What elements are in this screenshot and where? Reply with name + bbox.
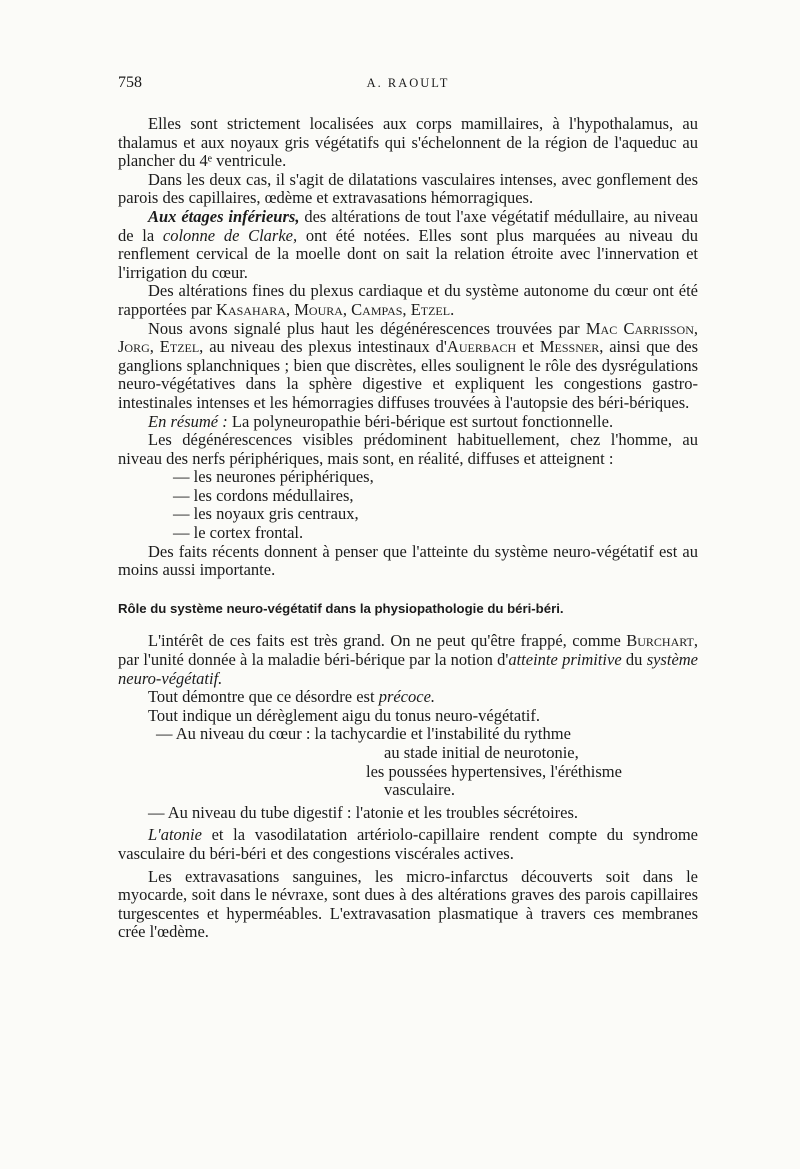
paragraph: Les extravasations sanguines, les micro-infarctus découverts soit dans le myocarde, soit dans le névraxe, sont dues à des altérations graves des parois capillaires turgescentes et hyperméables. L'extravasation plasmatique à travers ces membranes crée l'œdème.: [118, 866, 698, 942]
text-run: ainsi que des ganglions splanchniques ; bien que discrètes, elles soulignent le rôle des dysrégulations neuro-végétatives dans la sphère digestive et expliquent les congestions gastro-intestinales intenses et les hémorragies diffuses trouvées à l'autopsie des béri-bériques.: [118, 337, 698, 412]
list-item: — les cordons médullaires,: [173, 485, 354, 505]
paragraph: [118, 826, 698, 863]
text-run: du: [621, 650, 647, 670]
author-name: Burchart,: [626, 631, 698, 651]
author-name: Moura,: [294, 299, 348, 319]
author-name: Campas,: [351, 299, 407, 319]
author-name: Etzel,: [159, 337, 204, 357]
paragraph: Elles sont strictement localisées aux corps mamillaires, à l'hypothalamus, au thalamus et aux noyaux gris végétatifs qui s'échelonnent de la région de l'aqueduc au plancher du 4ᵉ ventricule.: [118, 114, 698, 171]
paragraph: Dans les deux cas, il s'agit de dilatations vasculaires intenses, avec gonflement des parois des capillaires, œdème et extravasations hémorragiques.: [118, 169, 698, 208]
text-run: L'intérêt de ces faits est très grand. On ne peut qu'être frappé, comme: [148, 631, 627, 651]
text-run: Nous avons signalé plus haut les dégénérescences trouvées par: [148, 318, 586, 338]
dash-line: — Au niveau du cœur : la tachycardie et l'instabilité du rythme: [156, 724, 571, 744]
lead-phrase: Aux étages inférieurs,: [148, 206, 300, 226]
author-name: Messner,: [539, 337, 604, 357]
list-item: — les neurones périphériques,: [173, 467, 374, 487]
paragraph: [118, 688, 698, 707]
author-name: Kasahara,: [216, 299, 291, 319]
emphasis: colonne de Clarke,: [162, 225, 298, 245]
list-item: — le cortex frontal.: [173, 523, 304, 543]
list-item: — les noyaux gris centraux,: [173, 504, 359, 524]
text-run: et: [516, 337, 540, 357]
coeur-block: [118, 725, 698, 799]
page-number: 758: [118, 74, 142, 91]
text-run: ont été notées. Elles sont plus marquées au niveau du renflement cervical de la moelle dont on sait la relation étroite avec l'innervation et l'irrigation du cœur.: [118, 225, 699, 282]
body-text: [118, 115, 698, 942]
author-name: Jorg,: [118, 337, 154, 357]
text-run: et la vasodilatation artériolo-capillaire rendent compte du syndrome vasculaire du béri-béri et des congestions viscérales actives.: [118, 825, 698, 863]
text-run: des altérations de tout l'axe végétatif médullaire, au niveau de la: [118, 206, 698, 245]
emphasis: précoce.: [378, 687, 436, 707]
text-run: Des altérations fines du plexus cardiaque et du système autonome du cœur ont été rapportées par: [118, 281, 698, 319]
continuation-line: au stade initial de neurotonie,: [384, 743, 579, 762]
emphasis: atteinte primitive: [508, 650, 622, 670]
section-heading: Rôle du système neuro-végétatif dans la physiopathologie du béri-béri.: [118, 600, 564, 616]
continuation-line: les poussées hypertensives, l'éréthisme: [366, 761, 622, 781]
text-run: par l'unité donnée à la maladie béri-bérique par la notion d': [118, 650, 509, 670]
author-name: Mac Carrisson,: [585, 318, 698, 338]
paragraph: Tout indique un dérèglement aigu du tonus neuro-végétatif.: [148, 705, 540, 725]
author-name: Etzel.: [410, 299, 455, 319]
emphasis: L'atonie: [148, 825, 202, 845]
paragraph: [118, 208, 698, 282]
lead-phrase: En résumé :: [148, 411, 228, 431]
paragraph: [118, 413, 698, 432]
paragraph: [118, 282, 698, 319]
dash-line: — Au niveau du tube digestif : l'atonie et les troubles sécrétoires.: [148, 802, 579, 822]
paragraph: [118, 632, 698, 688]
paragraph: Les dégénérescences visibles prédominent habituellement, chez l'homme, au niveau des nerfs périphériques, mais sont, en réalité, diffuses et atteignent :: [118, 430, 698, 468]
author-name: Auerbach: [446, 337, 517, 357]
emphasis: système neuro-végétatif.: [118, 650, 699, 688]
running-header: [118, 74, 698, 98]
text-run: au niveau des plexus intestinaux d': [203, 337, 447, 357]
continuation-line: vasculaire.: [384, 780, 456, 800]
text-run: Tout démontre que ce désordre est: [148, 687, 379, 707]
text-run: La polyneuropathie béri-bérique est surtout fonctionnelle.: [227, 411, 614, 431]
running-author: A. RAOULT: [366, 76, 450, 90]
paragraph: Des faits récents donnent à penser que l'atteinte du système neuro-végétatif est au moins aussi importante.: [118, 541, 698, 580]
paragraph: [118, 320, 698, 413]
